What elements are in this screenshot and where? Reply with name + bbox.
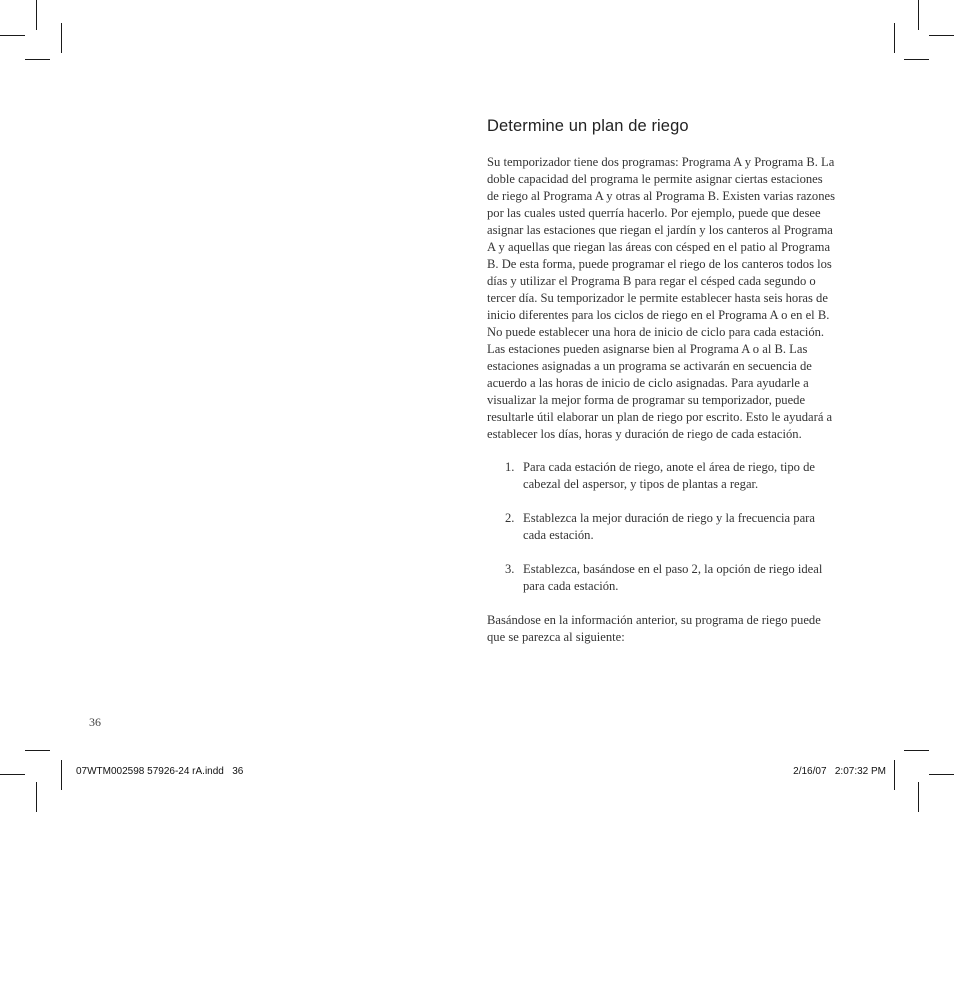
list-item [487, 510, 837, 544]
step-number: 2. [505, 511, 515, 525]
crop-mark [61, 760, 62, 790]
crop-mark [904, 59, 929, 60]
steps-list [487, 459, 837, 595]
step-text: Para cada estación de riego, anote el área de riego, tipo de cabezal del aspersor, y tipos de plantas a regar. [523, 460, 815, 491]
crop-mark [36, 782, 37, 812]
crop-mark [0, 35, 25, 36]
step-text: Establezca, basándose en el paso 2, la opción de riego ideal para cada estación. [523, 562, 823, 593]
page-number: 36 [89, 715, 101, 729]
crop-mark [36, 0, 37, 30]
crop-mark [918, 782, 919, 812]
text-column [487, 117, 837, 646]
crop-mark [894, 23, 895, 53]
crop-mark [61, 23, 62, 53]
crop-mark [918, 0, 919, 30]
list-item [487, 561, 837, 595]
crop-mark [929, 35, 954, 36]
crop-mark [0, 774, 25, 775]
step-text: Establezca la mejor duración de riego y la frecuencia para cada estación. [523, 511, 815, 542]
crop-mark [929, 774, 954, 775]
closing-paragraph: Basándose en la información anterior, su programa de riego puede que se parezca al siguiente: [487, 613, 821, 644]
crop-mark [894, 760, 895, 790]
crop-mark [25, 59, 50, 60]
step-number: 3. [505, 562, 515, 576]
crop-mark [904, 750, 929, 751]
slug-timestamp: 2/16/07 2:07:32 PM [793, 766, 886, 777]
slug-filename: 07WTM002598 57926-24 rA.indd 36 [76, 766, 244, 777]
crop-mark [25, 750, 50, 751]
intro-paragraph: Su temporizador tiene dos programas: Programa A y Programa B. La doble capacidad del programa le permite asignar ciertas estaciones de riego al Programa A y otras al Programa B. Existen varias razones por las cuales usted querría hacerlo. Por ejemplo, puede que desee asignar las estaciones que riegan el jardín y los canteros al Programa A y aquellas que riegan las áreas con césped en el patio al Programa B. De esta forma, puede programar el riego de los canteros todos los días y utilizar el Programa B para regar el césped cada segundo o tercer día. Su temporizador le permite establecer hasta seis horas de inicio diferentes para los ciclos de riego en el Programa A o en el B. No puede establecer una hora de inicio de ciclo para cada estación. Las estaciones pueden asignarse bien al Programa A o al B. Las estaciones asignadas a un programa se activarán en secuencia de acuerdo a las horas de inicio de ciclo asignadas. Para ayudarle a visualizar la mejor forma de programar su temporizador, puede resultarle útil elaborar un plan de riego por escrito. Esto le ayudará a establecer los días, horas y duración de riego de cada estación. [487, 155, 835, 441]
page-heading: Determine un plan de riego [487, 117, 689, 135]
list-item [487, 459, 837, 493]
step-number: 1. [505, 460, 515, 474]
